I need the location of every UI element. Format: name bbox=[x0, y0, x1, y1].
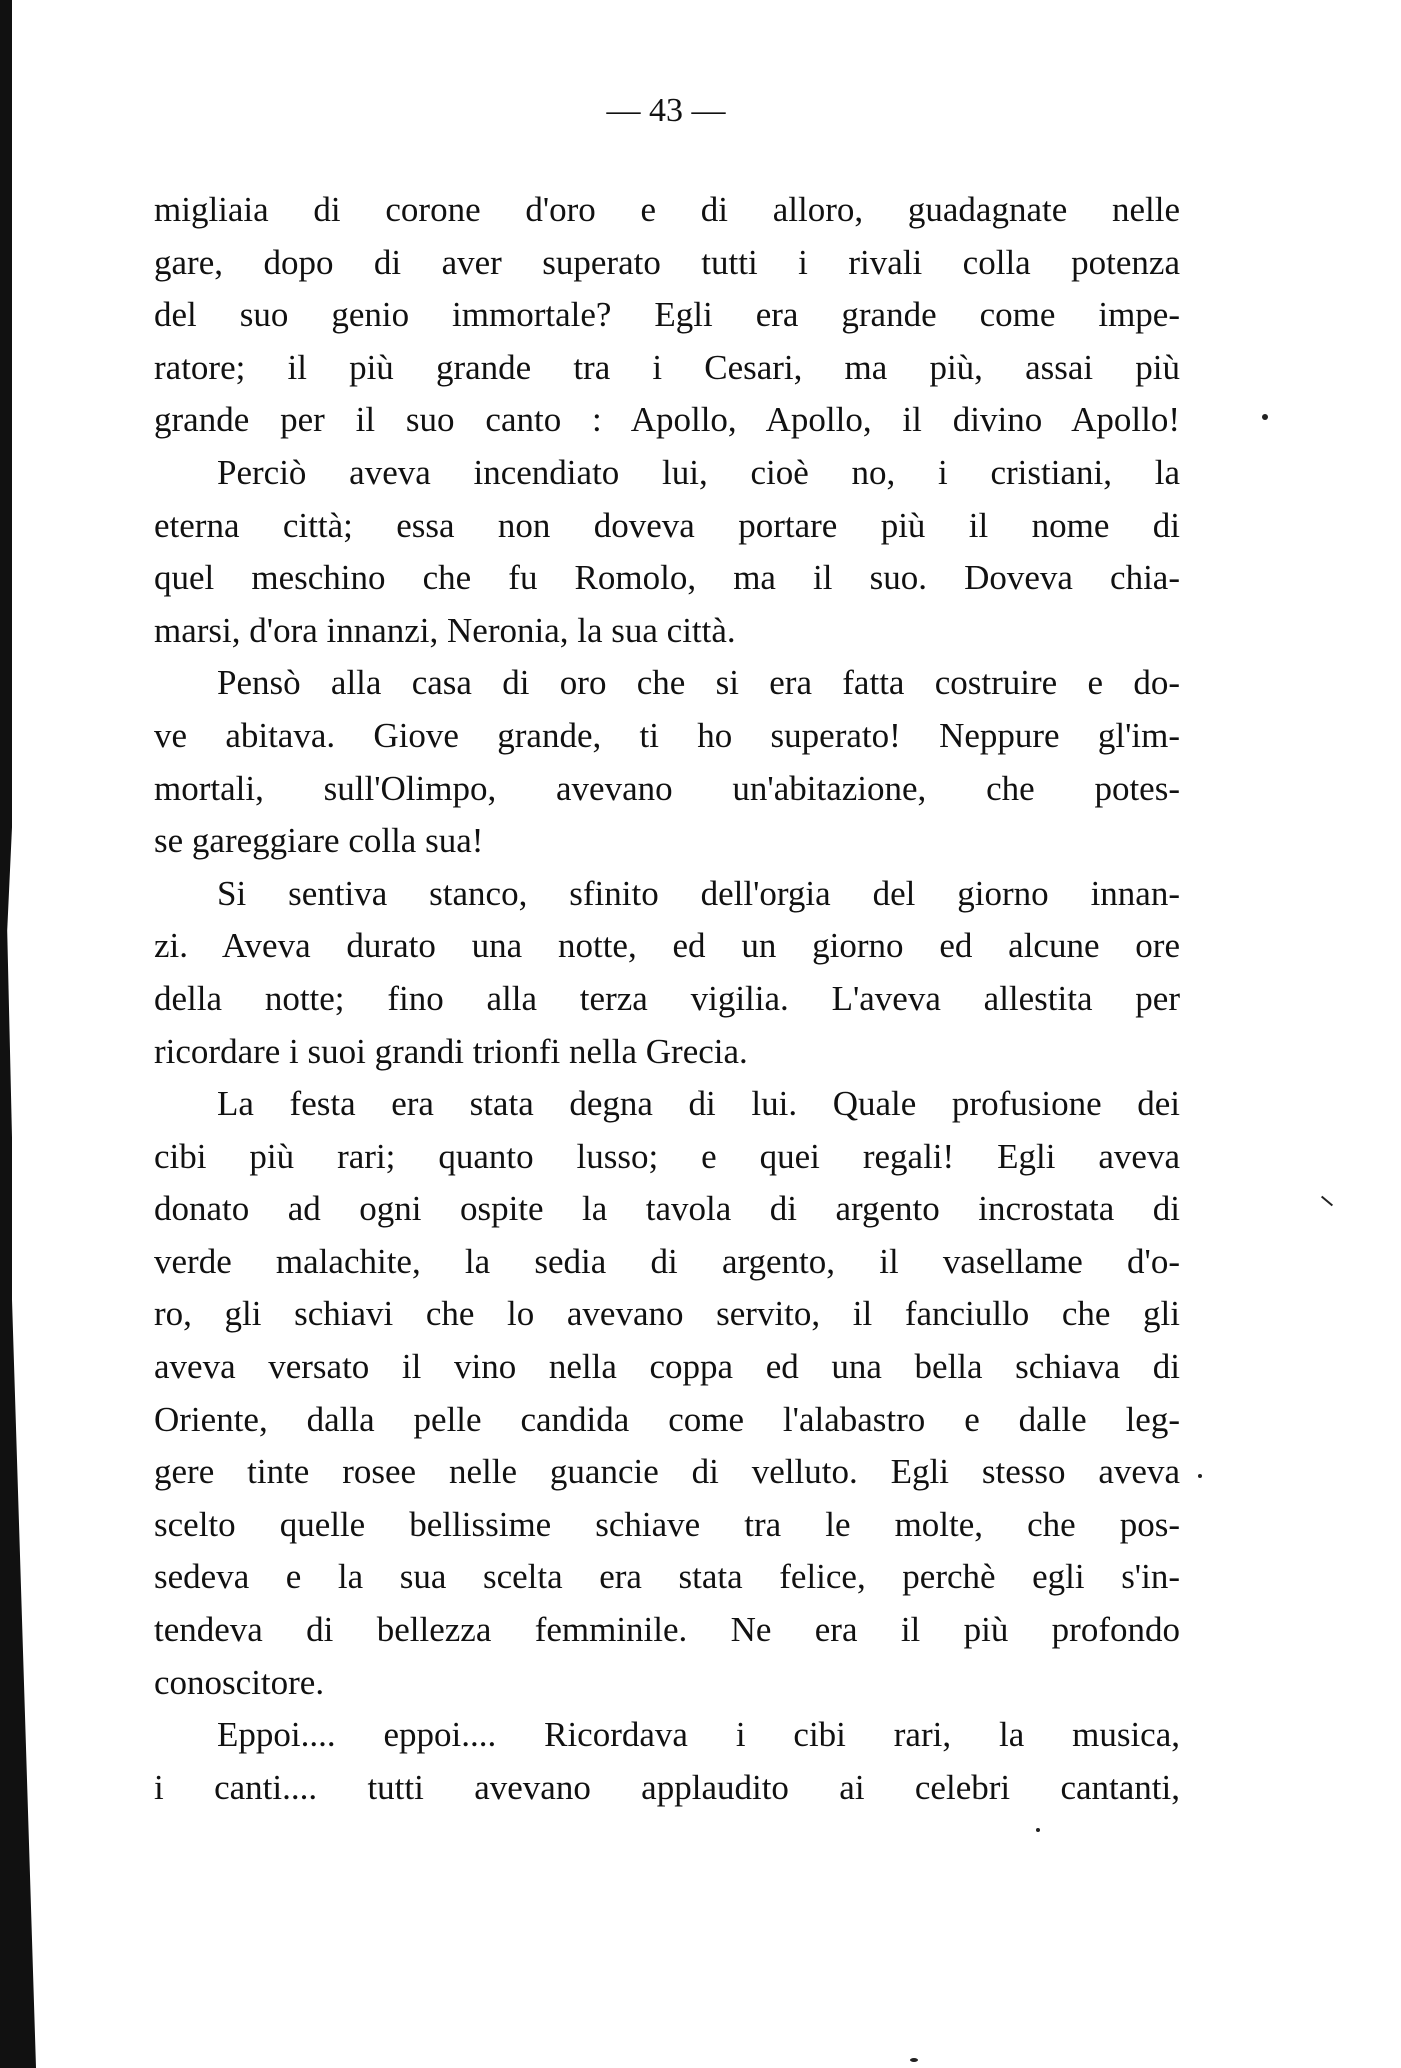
text-line: migliaia di corone d'oro e di alloro, guadagnate nelle bbox=[154, 190, 1180, 229]
text-line: Si sentiva stanco, sfinito dell'orgia del giorno innan- bbox=[217, 873, 1180, 913]
text-line: ro, gli schiavi che lo avevano servito, il fanciullo che gli bbox=[154, 1294, 1180, 1334]
text-line: marsi, d'ora innanzi, Neronia, la sua città. bbox=[154, 610, 736, 650]
scan-speck bbox=[1321, 1196, 1333, 1207]
text-line: se gareggiare colla sua! bbox=[154, 821, 484, 861]
text-line: eterna città; essa non doveva portare più il nome di bbox=[154, 505, 1180, 545]
text-line: gere tinte rosee nelle guancie di velluto. Egli stesso aveva bbox=[154, 1452, 1180, 1492]
text-line: ricordare i suoi grandi trionfi nella Grecia. bbox=[154, 1031, 748, 1071]
scan-speck bbox=[1262, 414, 1268, 420]
text-line: Oriente, dalla pelle candida come l'alabastro e dalle leg- bbox=[154, 1399, 1180, 1439]
text-line: del suo genio immortale? Egli era grande come impe- bbox=[154, 295, 1180, 335]
text-line: Perciò aveva incendiato lui, cioè no, i cristiani, la bbox=[217, 452, 1180, 492]
text-line: La festa era stata degna di lui. Quale profusione dei bbox=[217, 1084, 1180, 1124]
text-line: grande per il suo canto : Apollo, Apollo, il divino Apollo! bbox=[154, 400, 1180, 440]
scan-speck bbox=[1198, 1474, 1202, 1478]
body-text bbox=[154, 184, 1180, 1814]
page-binding-shadow bbox=[0, 1300, 40, 2068]
text-line: Pensò alla casa di oro che si era fatta costruire e do- bbox=[217, 663, 1180, 703]
text-line: tendeva di bellezza femminile. Ne era il più profondo bbox=[154, 1610, 1180, 1650]
text-line: aveva versato il vino nella coppa ed una bella schiava di bbox=[154, 1347, 1180, 1387]
text-line: verde malachite, la sedia di argento, il vasellame d'o- bbox=[154, 1241, 1180, 1281]
text-line: della notte; fino alla terza vigilia. L'aveva allestita per bbox=[154, 978, 1180, 1018]
page-number: — 43 — bbox=[606, 92, 726, 129]
text-line: cibi più rari; quanto lusso; e quei regali! Egli aveva bbox=[154, 1136, 1180, 1176]
text-line: scelto quelle bellissime schiave tra le molte, che pos- bbox=[154, 1504, 1180, 1544]
text-line: sedeva e la sua scelta era stata felice, perchè egli s'in- bbox=[154, 1557, 1180, 1597]
text-line: zi. Aveva durato una notte, ed un giorno ed alcune ore bbox=[154, 926, 1180, 966]
text-line: gare, dopo di aver superato tutti i rivali colla potenza bbox=[154, 242, 1180, 282]
text-line: Eppoi.... eppoi.... Ricordava i cibi rari, la musica, bbox=[217, 1715, 1180, 1755]
text-line: donato ad ogni ospite la tavola di argento incrostata di bbox=[154, 1189, 1180, 1229]
text-line: conoscitore. bbox=[154, 1662, 325, 1702]
scan-speck bbox=[1036, 1828, 1040, 1832]
text-line: mortali, sull'Olimpo, avevano un'abitazione, che potes- bbox=[154, 768, 1180, 808]
text-line: quel meschino che fu Romolo, ma il suo. Doveva chia- bbox=[154, 558, 1180, 598]
text-line: ve abitava. Giove grande, ti ho superato! Neppure gl'im- bbox=[154, 715, 1180, 755]
scan-speck bbox=[910, 2058, 918, 2062]
text-line: ratore; il più grande tra i Cesari, ma più, assai più bbox=[154, 347, 1180, 387]
text-line: i canti.... tutti avevano applaudito ai celebri cantanti, bbox=[154, 1767, 1180, 1807]
